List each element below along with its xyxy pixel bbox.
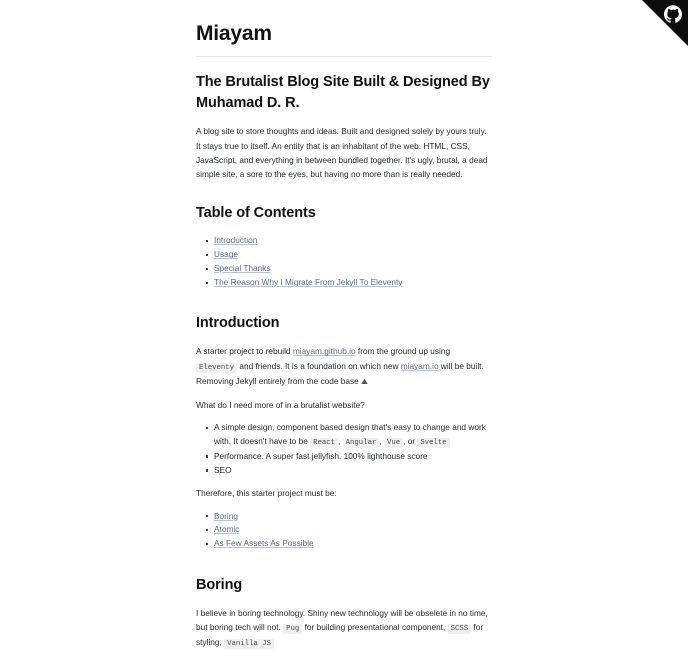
text-fragment: for styling, <box>196 621 484 648</box>
list-item: SEO <box>214 464 492 477</box>
code-scss: SCSS <box>448 624 472 634</box>
post-intro-paragraph: A blog site to store thoughts and ideas. Built and designed solely by yours truly. It stays true to itself. An entity that is an inhabitant of the web. HTML, CSS, JavaScript, and everything in between bundled together. It's ugly, brutal, a dead simple site, a sore to the eyes, but having no more than is really needed. <box>196 126 488 180</box>
text-fragment: I believe in boring technology. Shiny new technology will be obselete in no time, but boring tech will not. <box>196 607 488 632</box>
introduction-question: What do I need more of in a brutalist website? <box>196 399 365 410</box>
text-fragment: for building presentational component, <box>302 621 448 632</box>
list-item <box>214 421 492 449</box>
list-item <box>214 523 492 536</box>
text-fragment: , <box>379 435 384 446</box>
code-pug: Pug <box>283 624 302 634</box>
code-svelte: Svelte <box>417 438 449 448</box>
introduction-paragraph <box>196 344 492 389</box>
text-fragment: and friends. It is a foundation on which new <box>237 360 401 371</box>
code-eleventy: Eleventy <box>196 363 237 373</box>
toc-heading: Table of Contents <box>196 205 316 222</box>
code-react: React <box>310 438 338 448</box>
link-miayam-github-io[interactable]: miayam.github.io <box>292 346 356 357</box>
toc-link-usage[interactable]: Usage <box>214 249 238 260</box>
code-vue: Vue <box>384 438 403 448</box>
link-boring[interactable]: Boring <box>214 510 238 521</box>
text-fragment: A simple design, component based design that's easy to change and work with. It doesn't have to be <box>214 422 486 446</box>
list-item <box>214 276 492 289</box>
post-title: The Brutalist Blog Site Built & Designed By Muhamad D. R. <box>196 74 490 111</box>
boring-paragraph <box>196 606 492 651</box>
code-vanilla-js: Vanilla JS <box>224 639 274 649</box>
list-item <box>214 262 492 275</box>
fork-me-ribbon[interactable] <box>642 0 688 46</box>
features-list <box>196 421 492 477</box>
toc-link-jekyll-to-eleventy[interactable]: The Reason Why I Migrate From Jekyll To Eleventy <box>214 277 403 288</box>
list-item <box>214 248 492 261</box>
toc-list <box>196 234 492 289</box>
text-fragment: , <box>338 435 343 446</box>
section-heading-boring: Boring <box>196 576 243 593</box>
link-atomic[interactable]: Atomic <box>214 524 240 535</box>
list-item <box>214 537 492 550</box>
text-fragment: A starter project to rebuild <box>196 346 293 357</box>
mountain-emoji-icon: ⛰ <box>361 377 368 387</box>
section-heading-introduction: Introduction <box>196 315 280 332</box>
text-fragment: , or <box>403 435 418 446</box>
list-item: Performance. A super fast jellyfish. 100% lighthouse score <box>214 450 492 463</box>
toc-link-special-thanks[interactable]: Special Thanks <box>214 263 271 274</box>
list-item <box>214 234 492 247</box>
link-as-few-assets-as-possible[interactable]: As Few Assets As Possible <box>214 538 314 549</box>
github-octocat-icon <box>664 5 682 23</box>
site-title: Miayam <box>196 22 272 45</box>
title-divider <box>196 56 492 57</box>
therefore-paragraph: Therefore, this starter project must be: <box>196 488 337 499</box>
toc-link-introduction[interactable]: Introduction <box>214 235 258 246</box>
text-fragment: from the ground up using <box>355 346 451 357</box>
requirements-list <box>196 510 492 551</box>
content-column <box>196 0 492 651</box>
code-angular: Angular <box>343 438 380 448</box>
text-fragment: will be built. Removing Jekyll entirely from the code base <box>196 360 484 387</box>
list-item <box>214 510 492 523</box>
link-miayam-io[interactable]: miayam.io <box>400 360 439 371</box>
